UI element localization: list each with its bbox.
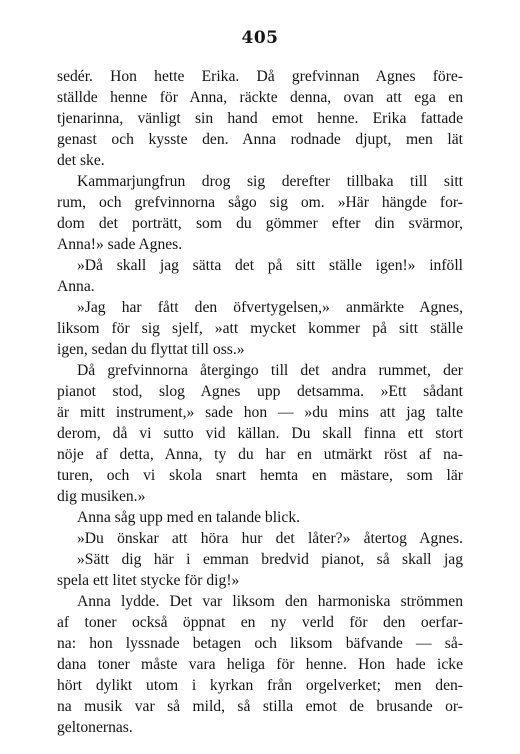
text-line: rum, och grefvinnorna sågo sig om. »Här hängde for- bbox=[57, 194, 463, 211]
text-line: Anna!» sade Agnes. bbox=[57, 236, 183, 253]
text-line: ställde henne för Anna, räckte denna, ovan att ega en bbox=[57, 89, 463, 106]
text-line: genast och kysste den. Anna rodnade djupt, men lät bbox=[57, 131, 463, 148]
text-line: turen, och vi skola snart hemta en mästare, som lär bbox=[57, 467, 463, 484]
text-line: nöje af detta, Anna, ty du har en utmärkt röst af na- bbox=[57, 446, 463, 463]
text-line: na: hon lyssnade betagen och liksom bäfvande — så- bbox=[57, 635, 463, 652]
text-line: dom det porträtt, som du gömmer efter din svärmor, bbox=[57, 215, 463, 232]
text-line: tjenarinna, vänligt sin hand emot henne. Erika fattade bbox=[57, 110, 463, 127]
text-line: dig musiken.» bbox=[57, 488, 146, 505]
text-line: »Då skall jag sätta det på sitt ställe igen!» inföll bbox=[77, 257, 463, 274]
text-line: Då grefvinnorna återgingo till det andra rummet, der bbox=[77, 362, 463, 379]
text-line: af toner också öppnat en ny verld för den oerfar- bbox=[57, 614, 463, 631]
text-line: Kammarjungfrun drog sig derefter tillbaka till sitt bbox=[77, 173, 463, 190]
text-line: Anna. bbox=[57, 278, 95, 295]
text-line: geltonernas. bbox=[57, 719, 133, 736]
text-line: pianot stod, slog Agnes upp detsamma. »Ett sådant bbox=[57, 383, 463, 400]
text-line: na musik var så mild, så stilla emot de brusande or- bbox=[57, 698, 463, 715]
page-number: 405 bbox=[241, 28, 279, 48]
text-line: Anna lydde. Det var liksom den harmoniska strömmen bbox=[77, 593, 463, 610]
text-line: spela ett litet stycke för dig!» bbox=[57, 572, 240, 589]
text-line: hört dylikt utom i kyrkan från orgelverket; men den- bbox=[57, 677, 463, 694]
text-line: »Sätt dig här i emman bredvid pianot, så skall jag bbox=[77, 551, 463, 568]
text-line: derom, då vi sutto vid källan. Du skall finna ett stort bbox=[57, 425, 463, 442]
text-line: igen, sedan du flyttat till oss.» bbox=[57, 341, 245, 358]
text-line: Anna såg upp med en talande blick. bbox=[77, 509, 301, 526]
text-line: »Jag har fått den öfvertygelsen,» anmärkte Agnes, bbox=[77, 299, 463, 316]
text-line: dana toner måste vara heliga för henne. Hon hade icke bbox=[57, 656, 463, 673]
text-line: det ske. bbox=[57, 152, 105, 169]
page-body-text bbox=[57, 66, 463, 738]
text-line: »Du önskar att höra hur det låter?» återtog Agnes. bbox=[77, 530, 463, 547]
text-line: är mitt instrument,» sade hon — »du mins att jag talte bbox=[57, 404, 463, 421]
text-line: liksom för sig sjelf, »att mycket kommer på sitt ställe bbox=[57, 320, 463, 337]
text-line: sedér. Hon hette Erika. Då grefvinnan Agnes före- bbox=[57, 68, 463, 85]
